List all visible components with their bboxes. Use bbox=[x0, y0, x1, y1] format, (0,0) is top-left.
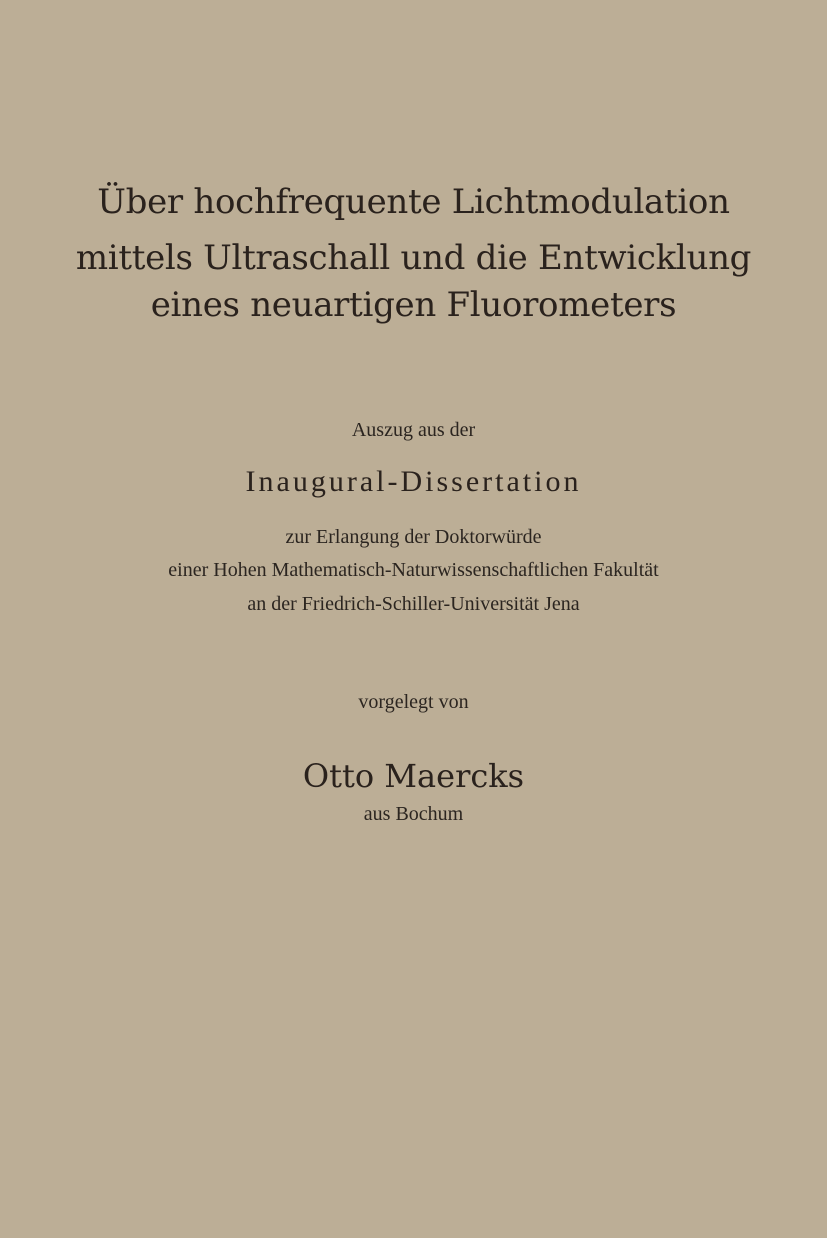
author-name: Otto Maercks bbox=[302, 757, 525, 795]
title-line-2: mittels Ultraschall und die Entwicklung bbox=[75, 238, 752, 278]
title-line-1: Über hochfrequente Lichtmodulation bbox=[97, 182, 730, 222]
title-line-3: eines neuartigen Fluorometers bbox=[150, 285, 677, 325]
purpose-line-1: zur Erlangung der Doktorwürde bbox=[285, 526, 542, 548]
purpose-line-2: einer Hohen Mathematisch-Naturwissenschaftlichen Fakultät bbox=[168, 559, 659, 581]
author-origin: aus Bochum bbox=[363, 803, 464, 825]
dissertation-label: Inaugural-Dissertation bbox=[245, 465, 582, 498]
purpose-line-3: an der Friedrich-Schiller-Universität Jena bbox=[247, 593, 580, 615]
presented-by-label: vorgelegt von bbox=[358, 691, 469, 713]
excerpt-label: Auszug aus der bbox=[351, 419, 476, 441]
